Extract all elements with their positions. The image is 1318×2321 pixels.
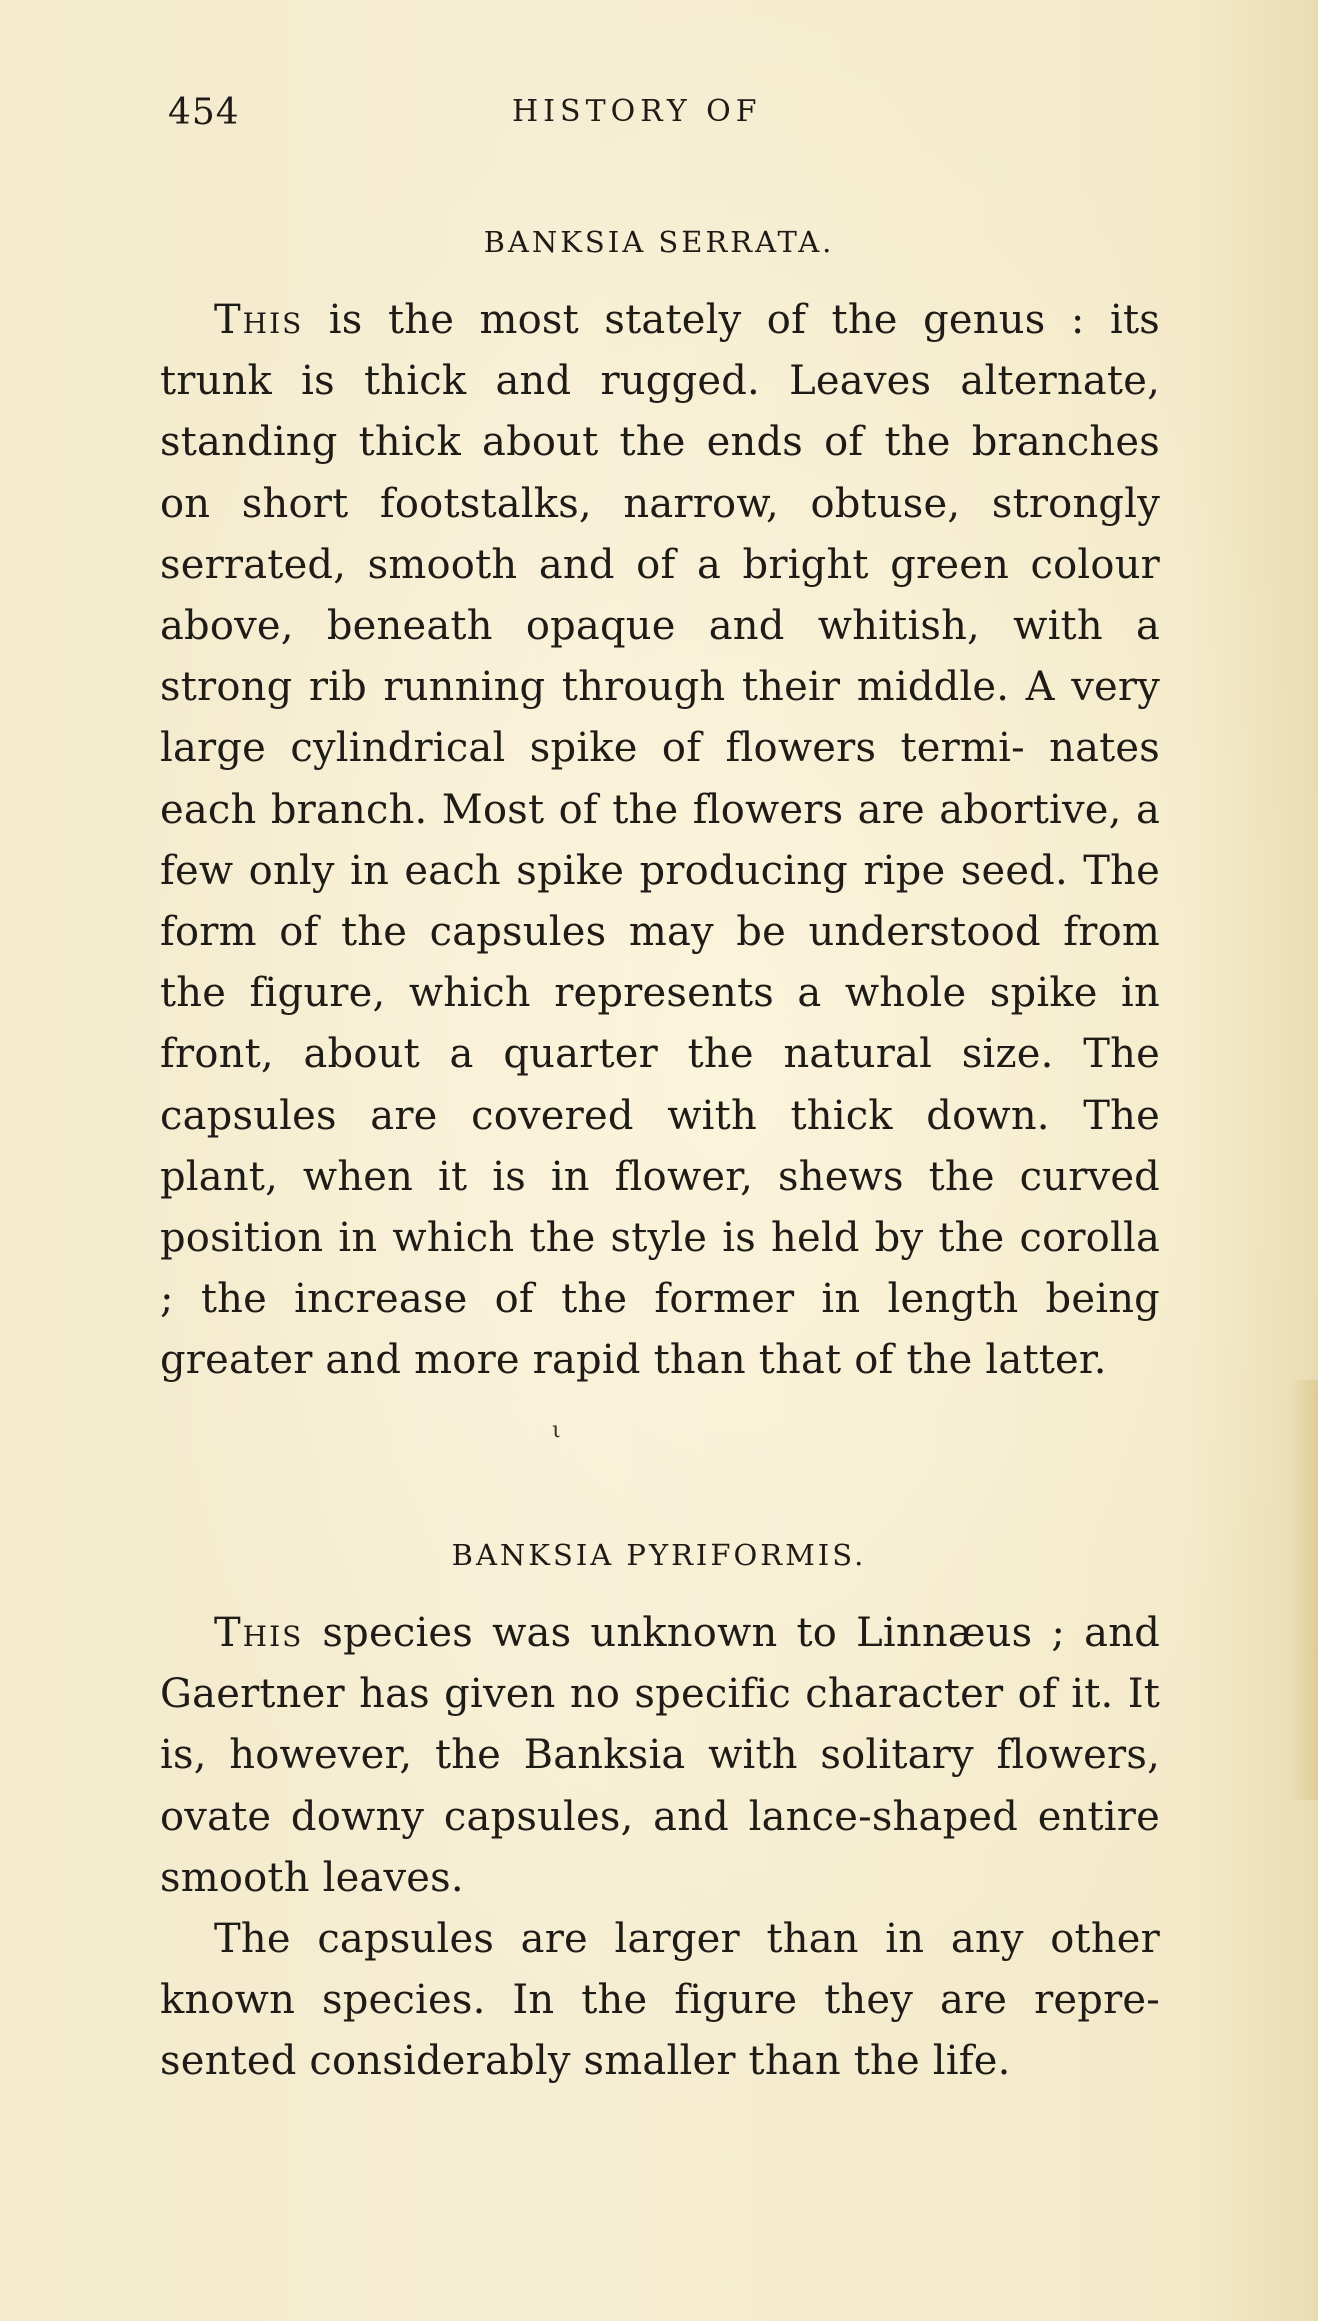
- running-head: [160, 92, 1160, 142]
- paragraph-lead-word: This: [214, 297, 304, 343]
- paragraph-text: species was unknown to Linnæus ; and Gaertner has given no specific character of it. It is, however, the Banksia with solitary flowers, ovate downy capsules, and lance-shaped entire smooth leaves.: [160, 1610, 1160, 1901]
- paragraph-banksia-pyriformis-2: [160, 1909, 1160, 2093]
- paragraph-lead-word: This: [214, 1610, 304, 1656]
- paragraph-text: is the most stately of the genus : its trunk is thick and rugged. Leaves alternate, standing thick about the ends of the branches on short footstalks, narrow, obtuse, strongly serrated, smooth and of a bright green colour above, beneath opaque and whitish, with a strong rib running through their middle. A very large cylindrical spike of flowers termi- nates each branch. Most of the flowers are abortive, a few only in each spike producing ripe seed. The form of the capsules may be understood from the figure, which represents a whole spike in front, about a quarter the natural size. The capsules are covered with thick down. The plant, when it is in flower, shews the curved position in which the style is held by the corolla ; the increase of the former in length being greater and more rapid than that of the latter.: [160, 297, 1160, 1384]
- section-heading-banksia-serrata: BANKSIA SERRATA.: [483, 225, 835, 259]
- paragraph-banksia-pyriformis-1: [160, 1603, 1160, 1909]
- paragraph-banksia-serrata: [160, 290, 1160, 1392]
- page-edge-shadow: [1290, 1380, 1318, 1800]
- paragraph-text: The capsules are larger than in any other known species. In the figure they are repre- sented considerably smaller than the life.: [160, 1916, 1160, 2085]
- printer-mark: ι: [552, 1418, 561, 1443]
- page-number: 454: [168, 92, 240, 133]
- section-heading-banksia-pyriformis: BANKSIA PYRIFORMIS.: [451, 1538, 867, 1572]
- running-title: HISTORY OF: [512, 94, 762, 129]
